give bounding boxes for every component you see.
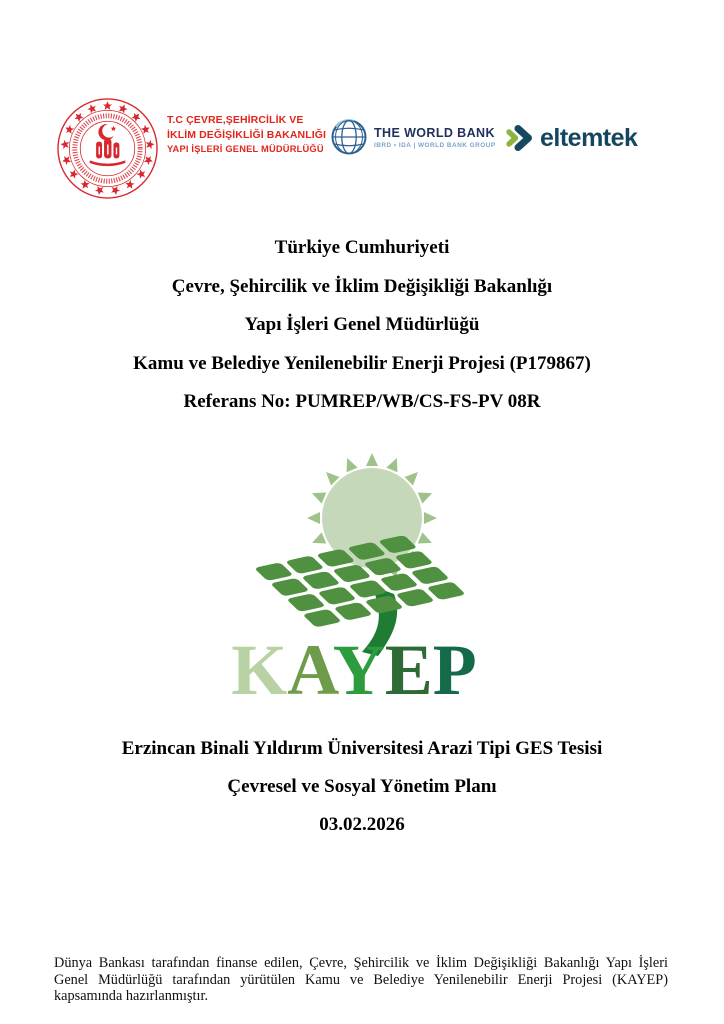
title-line-directorate: Yapı İşleri Genel Müdürlüğü: [244, 314, 480, 336]
subtitle-line-date: 03.02.2026: [319, 814, 405, 835]
kayep-logo: [214, 452, 494, 702]
world-bank-logo: [329, 117, 496, 157]
title-line-country: Türkiye Cumhuriyeti: [274, 237, 450, 258]
eltemtek-logo: [504, 122, 637, 154]
eltemtek-name: eltemtek: [540, 123, 638, 152]
kayep-solar-panel: [254, 535, 466, 628]
ministry-seal-icon: [56, 97, 159, 200]
world-bank-globe-icon: [329, 117, 369, 157]
ministry-name-line1: T.C ÇEVRE,ŞEHİRCİLİK VE: [167, 114, 304, 126]
title-line-reference: Referans No: PUMREP/WB/CS-FS-PV 08R: [183, 391, 541, 413]
ministry-name: [167, 113, 326, 156]
kayep-letter-p: P: [432, 630, 477, 702]
title-line-ministry: Çevre, Şehircilik ve İklim Değişikliği Bakanlığı: [171, 275, 553, 297]
subtitle-block: [0, 730, 724, 844]
footer-note: Dünya Bankası tarafından finanse edilen, Çevre, Şehircilik ve İklim Değişikliği Bakanlığı Yapı İşleri Genel Müdürlüğü tarafından yürütülen Kamu ve Belediye Yenilenebilir Enerji Projesi (KAYEP) kapsamında hazırlanmıştır.: [54, 955, 668, 1005]
kayep-letter-a: A: [287, 630, 333, 702]
world-bank-subtitle: IBRD • IDA | WORLD BANK GROUP: [374, 141, 496, 149]
kayep-letter-e: E: [384, 630, 433, 702]
kayep-letter-k: K: [231, 630, 288, 702]
ministry-name-line3: YAPI İŞLERİ GENEL MÜDÜRLÜĞÜ: [167, 143, 324, 154]
world-bank-name: THE WORLD BANK: [374, 125, 495, 140]
eltemtek-chevron-icon: [504, 122, 538, 154]
ministry-name-line2: İKLİM DEĞİŞİKLİĞİ BAKANLIĞI: [167, 128, 327, 141]
subtitle-line-facility: Erzincan Binali Yıldırım Üniversitesi Arazi Tipi GES Tesisi: [121, 738, 603, 759]
title-line-project: Kamu ve Belediye Yenilenebilir Enerji Projesi (P179867): [133, 352, 591, 374]
title-block: [0, 229, 724, 422]
kayep-letter-y: Y: [332, 630, 385, 702]
kayep-wordmark: [231, 630, 476, 702]
subtitle-line-plan: Çevresel ve Sosyal Yönetim Planı: [227, 776, 497, 797]
